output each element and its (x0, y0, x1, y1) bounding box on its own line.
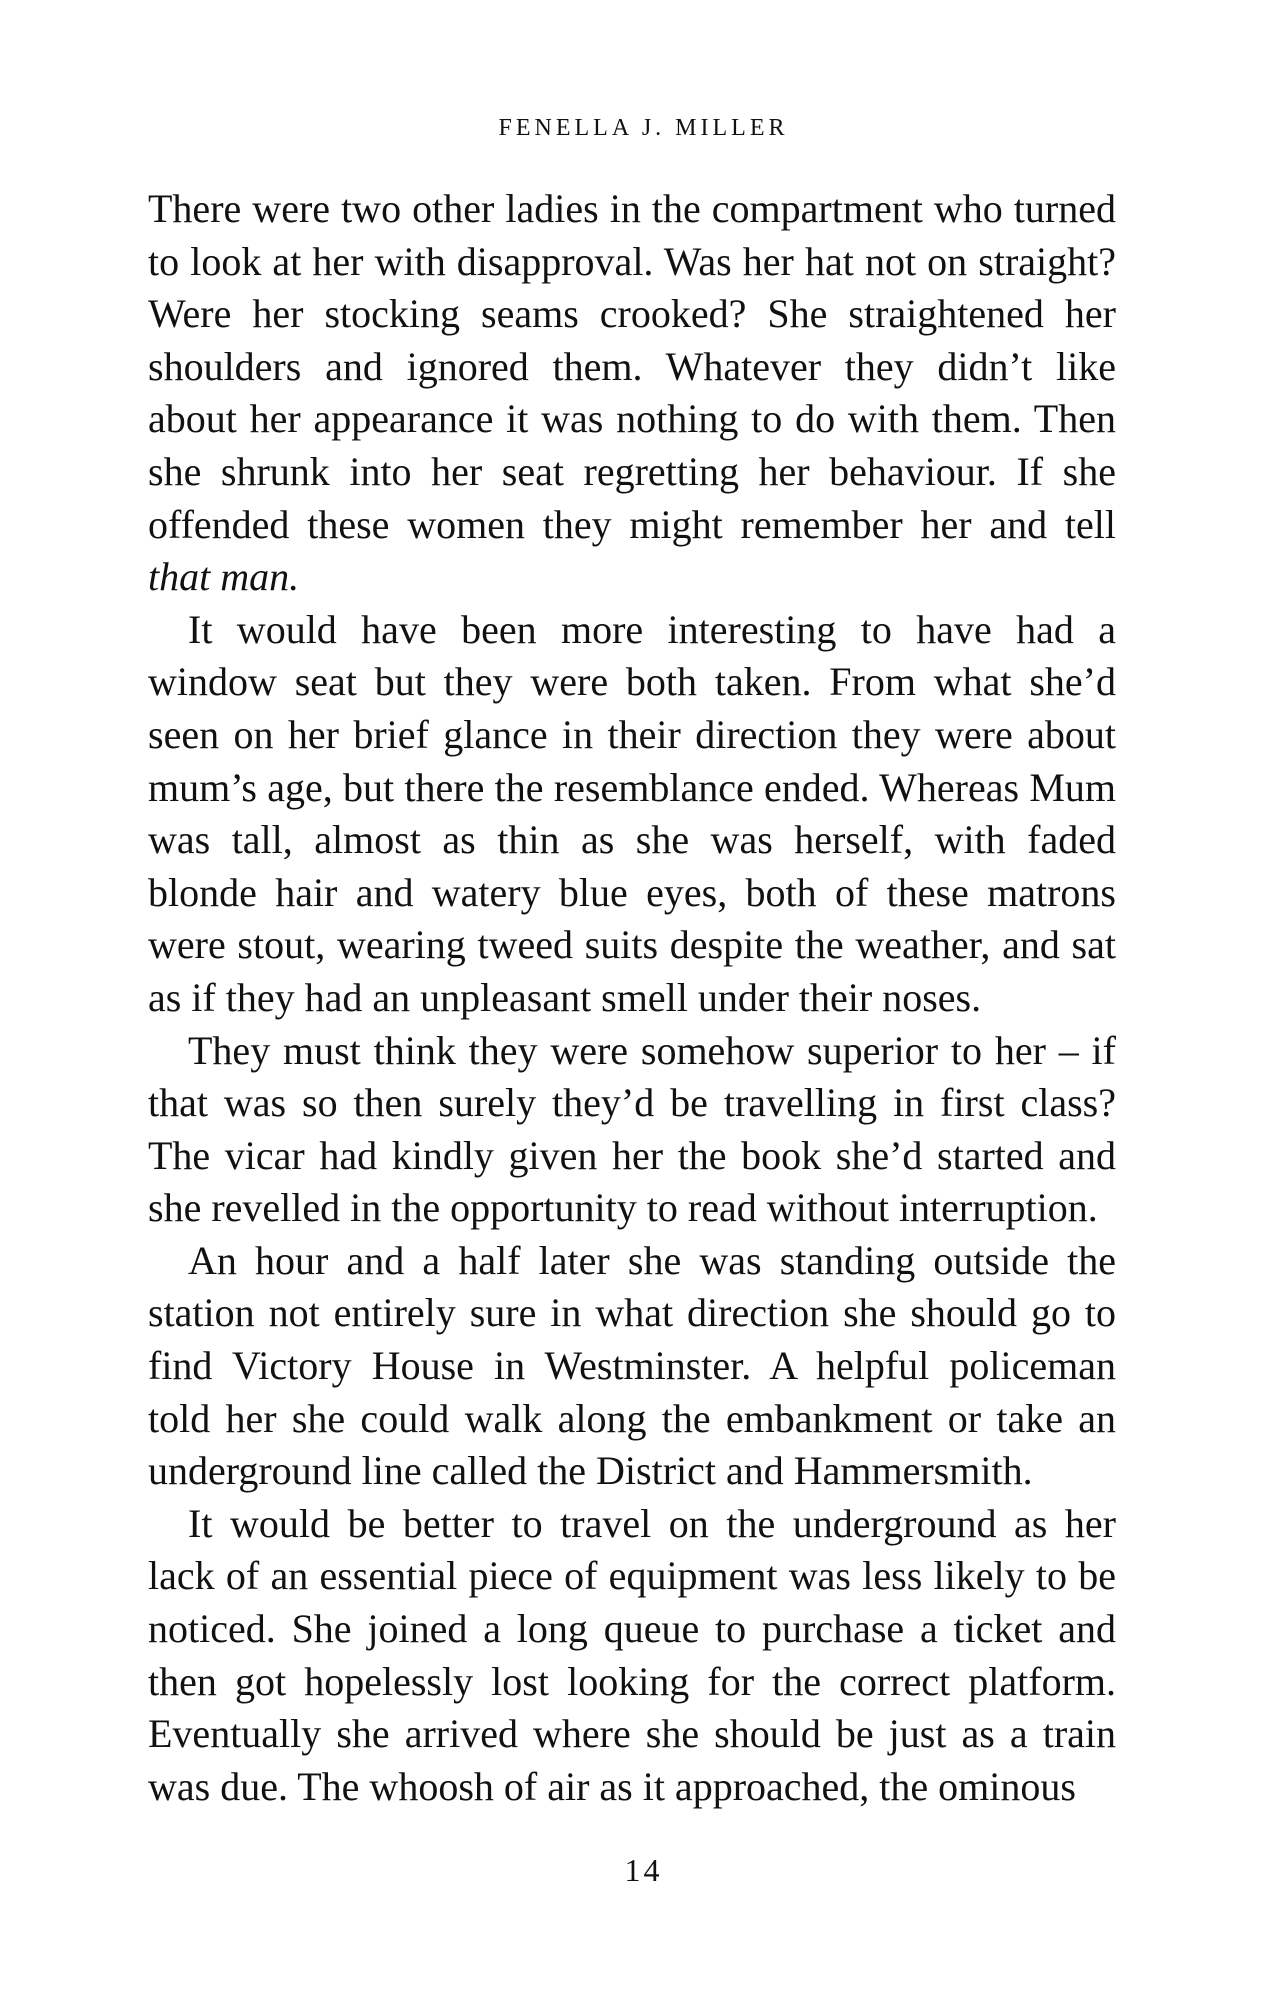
paragraph-1 (148, 183, 1116, 604)
body-text (148, 183, 1116, 1813)
page-number: 14 (624, 1852, 663, 1888)
paragraph-4: An hour and a half later she was standing outside the station not entirely sure in what direction she should go to find Victory House in Westminster. A helpful policeman told her she could walk along the embankment or take an underground line called the District and Hammersmith. (148, 1237, 1116, 1494)
paragraph-5: It would be better to travel on the underground as her lack of an essential piece of equipment was less likely to be noticed. She joined a long queue to purchase a ticket and then got hopelessly lost looking for the correct platform. Eventually she arrived where she should be just as a train was due. The whoosh of air as it approached, the ominous (148, 1500, 1116, 1809)
paragraph-1-text: There were two other ladies in the compartment who turned to look at her with disapproval. Was her hat not on straight? Were her stocking seams crooked? She straightened her shoulders and ignored them. Whatever they didn’t like about her appearance it was nothing to do with them. Then she shrunk into her seat regretting her behaviour. If she offended these women they might remember her and tell (148, 186, 1116, 547)
paragraph-1-italic: that man. (148, 554, 300, 600)
running-head: FENELLA J. MILLER (498, 115, 789, 141)
paragraph-2: It would have been more interesting to have had a window seat but they were both taken. From what she’d seen on her brief glance in their direction they were about mum’s age, but there the resemblance ended. Whereas Mum was tall, almost as thin as she was herself, with faded blonde hair and watery blue eyes, both of these matrons were stout, wearing tweed suits despite the weather, and sat as if they had an unpleasant smell under their noses. (148, 606, 1116, 1020)
paragraph-3: They must think they were somehow superior to her – if that was so then surely they’d be travelling in first class? The vicar had kindly given her the book she’d started and she revelled in the opportunity to read without interruption. (148, 1027, 1116, 1231)
